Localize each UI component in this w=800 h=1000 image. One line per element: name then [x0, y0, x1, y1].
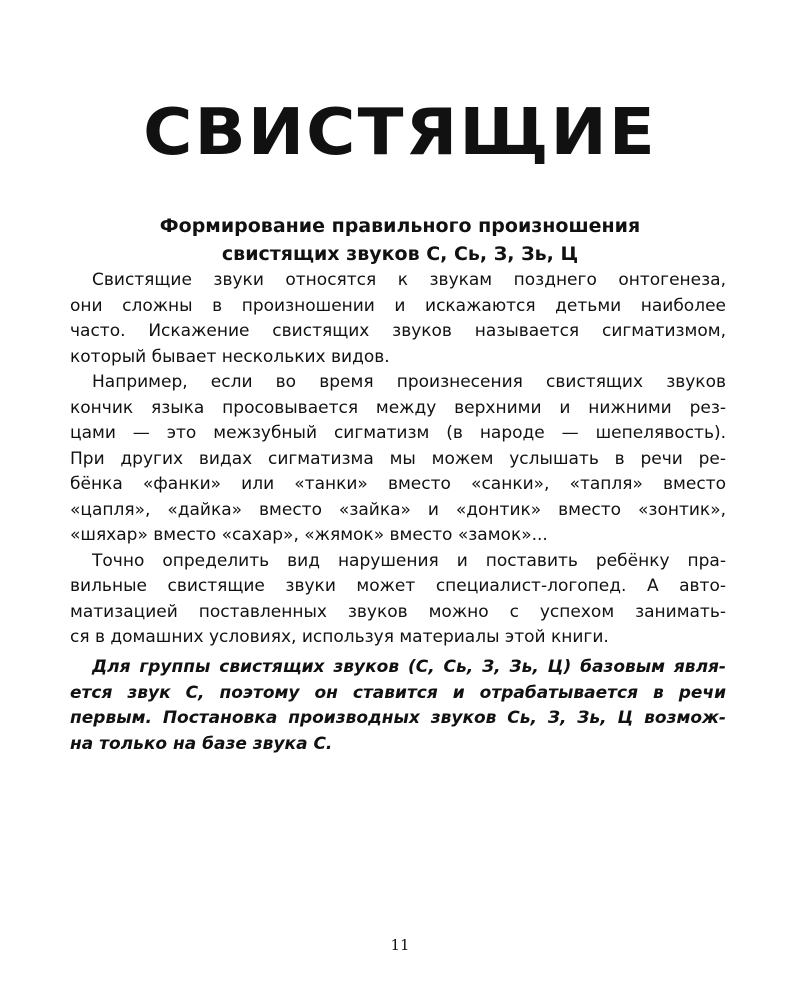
- note-line: Для группы свистящих звуков (С, Сь, З, Зь, Ц) базовым явля-: [92, 657, 726, 677]
- text-line: Например, если во время произнесения свистящих звуков: [92, 372, 726, 392]
- text-line: кончик языка просовывается между верхними и нижними рез-: [70, 397, 726, 418]
- text-line: Точно определить вид нарушения и поставить ребёнку пра-: [92, 550, 726, 571]
- chapter-title: СВИСТЯЩИЕ: [143, 96, 657, 170]
- body-text: [70, 268, 726, 651]
- text-line: При других видах сигматизма мы можем услышать в речи ре-: [70, 448, 726, 469]
- subtitle-line: свистящих звуков С, Сь, З, Зь, Ц: [221, 243, 579, 265]
- text-line: вильные свистящие звуки может специалист-логопед. А авто-: [70, 576, 726, 596]
- text-line: бёнка «фанки» или «танки» вместо «санки», «тапля» вместо: [70, 474, 726, 494]
- text-line: который бывает нескольких видов.: [70, 346, 390, 367]
- text-line: Свистящие звуки относятся к звукам позднего онтогенеза,: [92, 270, 726, 290]
- text-line: часто. Искажение свистящих звуков называется сигматизмом,: [70, 321, 726, 341]
- note-line: ется звук С, поэтому он ставится и отрабатывается в речи: [70, 682, 726, 703]
- page-number: 11: [390, 936, 410, 954]
- paragraph-2: [70, 370, 726, 549]
- subtitle-line: Формирование правильного произношения: [159, 215, 641, 237]
- text-line: «цапля», «дайка» вместо «зайка» и «донтик» вместо «зонтик»,: [70, 499, 726, 520]
- paragraph-1: [70, 268, 726, 370]
- text-line: цами — это межзубный сигматизм (в народе — шепелявость).: [70, 423, 726, 443]
- text-line: ся в домашних условиях, используя материалы этой книги.: [70, 627, 609, 647]
- paragraph-3: [70, 549, 726, 651]
- section-subtitle: [90, 212, 710, 268]
- note-line: первым. Постановка производных звуков Сь, З, Зь, Ц возмож-: [70, 708, 726, 728]
- text-line: «шяхар» вместо «сахар», «жямок» вместо «замок»...: [70, 525, 548, 545]
- text-line: матизацией поставленных звуков можно с успехом занимать-: [70, 601, 726, 622]
- note-line: на только на базе звука С.: [70, 733, 333, 754]
- text-line: они сложны в произношении и искажаются детьми наиболее: [70, 295, 726, 316]
- emphasis-note: [70, 655, 726, 757]
